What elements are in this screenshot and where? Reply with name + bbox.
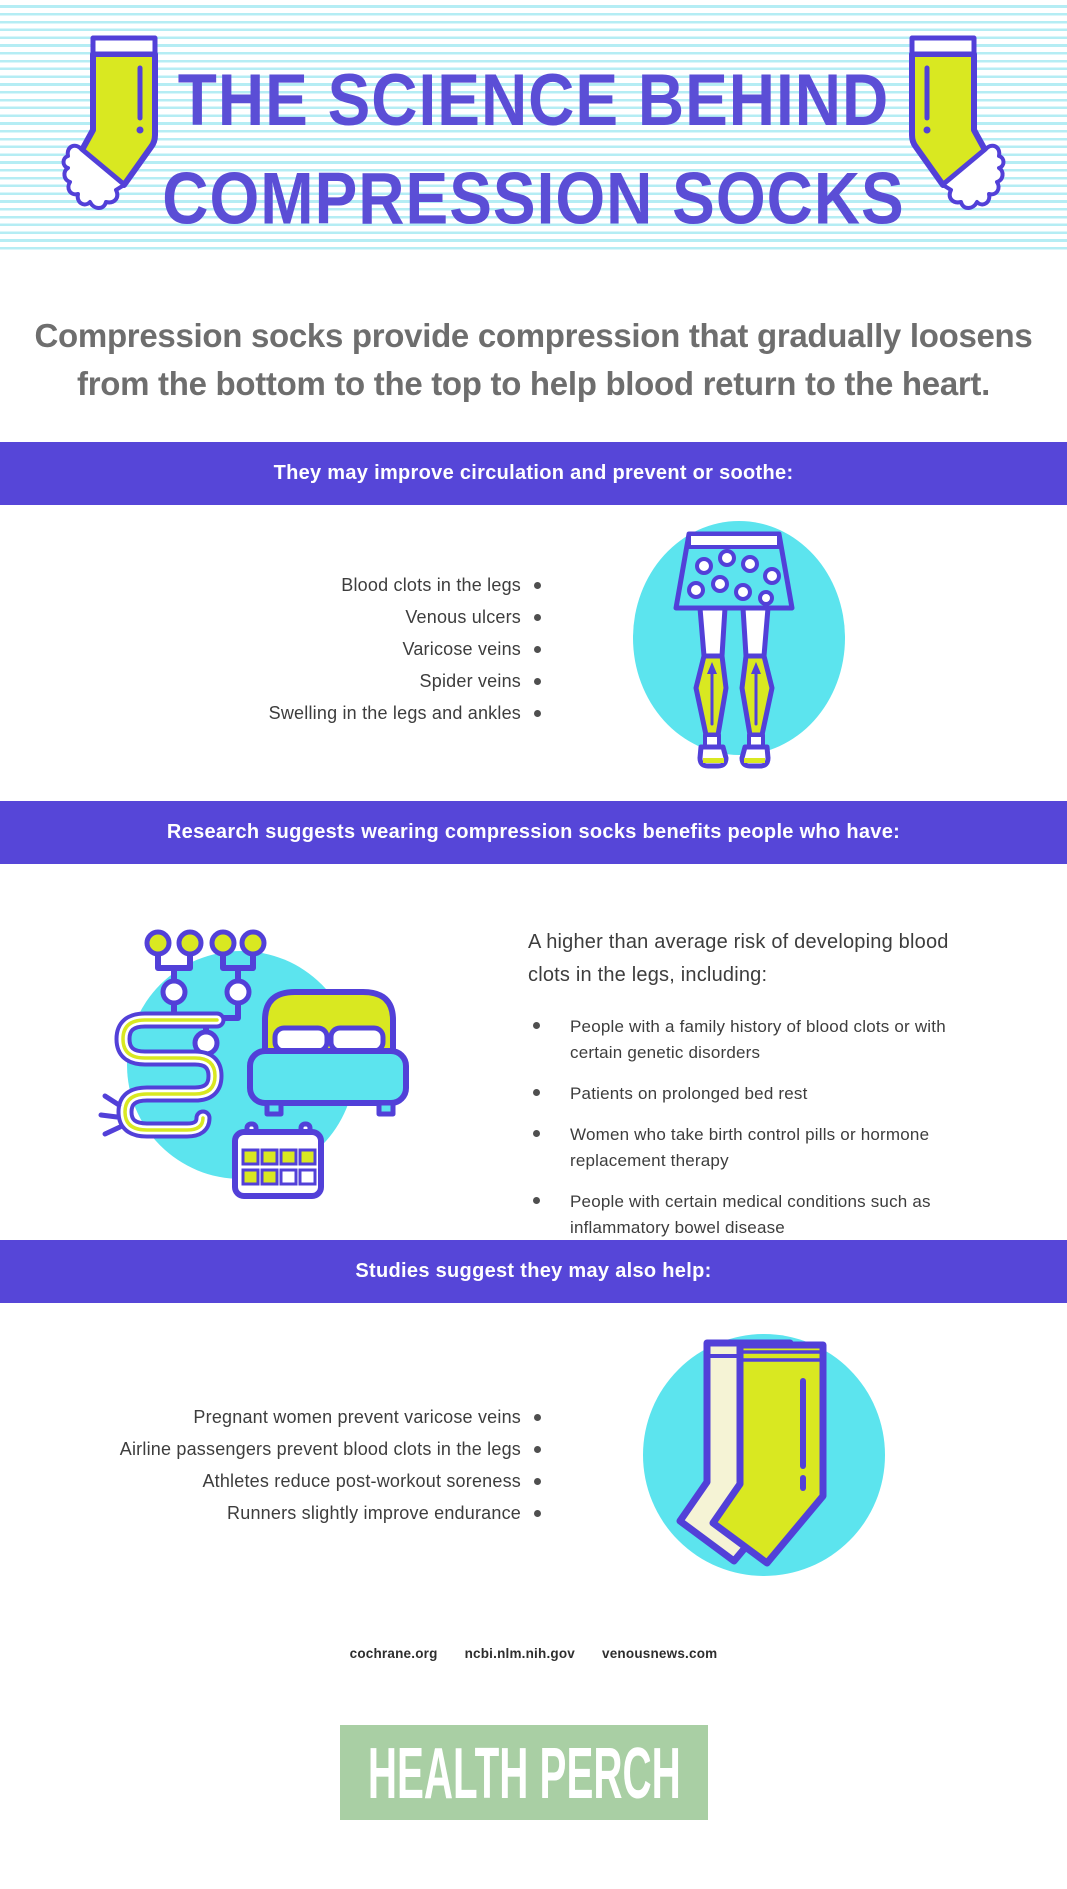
bullet-dot bbox=[534, 678, 541, 685]
section-banner-studies bbox=[0, 1240, 1067, 1303]
bullet-dot bbox=[534, 614, 541, 621]
list-item-label: Swelling in the legs and ankles bbox=[268, 702, 521, 723]
list-item bbox=[0, 697, 541, 729]
research-lead: A higher than average risk of developing blood clots in the legs, including: bbox=[528, 931, 949, 986]
source-label: cochrane.org bbox=[349, 1646, 438, 1661]
shorts-icon bbox=[676, 534, 792, 608]
list-item-label: Spider veins bbox=[419, 670, 521, 691]
list-item-label: Venous ulcers bbox=[405, 606, 521, 627]
bullet-dot bbox=[534, 710, 541, 717]
left-leg-icon bbox=[696, 608, 726, 766]
list-item-label: Airline passengers prevent blood clots in the legs bbox=[119, 1438, 521, 1459]
bullet-dot bbox=[534, 1446, 541, 1453]
list-item-label: Blood clots in the legs bbox=[341, 574, 521, 595]
soothe-list bbox=[0, 569, 541, 729]
list-item bbox=[0, 1465, 541, 1497]
bullet-dot bbox=[534, 1478, 541, 1485]
list-item bbox=[528, 1081, 988, 1107]
bullet-dot bbox=[534, 646, 541, 653]
bullet-dot bbox=[534, 1414, 541, 1421]
research-list bbox=[528, 1014, 988, 1241]
list-item bbox=[0, 601, 541, 633]
source-label: ncbi.nlm.nih.gov bbox=[464, 1646, 576, 1661]
calendar-icon bbox=[235, 1124, 321, 1196]
list-item-label: Athletes reduce post-workout soreness bbox=[202, 1470, 521, 1491]
list-item bbox=[528, 1014, 988, 1066]
logo-text: HEALTH PERCH bbox=[367, 1731, 681, 1814]
right-leg-icon bbox=[742, 608, 772, 766]
list-item bbox=[0, 633, 541, 665]
bullet-dot bbox=[534, 1510, 541, 1517]
title-line-1: THE SCIENCE BEHIND bbox=[177, 58, 890, 141]
section-banner-research bbox=[0, 801, 1067, 864]
bullet-dot bbox=[533, 1130, 540, 1137]
list-item-label: Women who take birth control pills or hormone replacement therapy bbox=[570, 1125, 930, 1170]
bullet-dot bbox=[533, 1089, 540, 1096]
list-item bbox=[0, 1497, 541, 1529]
intro-line-2: from the bottom to the top to help blood return to the heart. bbox=[77, 365, 990, 402]
banner-text: Research suggests wearing compression socks benefits people who have: bbox=[166, 821, 901, 843]
socks-pair-illustration bbox=[643, 1336, 883, 1581]
banner-text: Studies suggest they may also help: bbox=[355, 1260, 712, 1282]
intro-statement bbox=[0, 312, 1067, 408]
bullet-dot bbox=[534, 582, 541, 589]
family-history-bed-rest-illustration bbox=[95, 900, 425, 1240]
list-item-label: People with a family history of blood clots or with certain genetic disorders bbox=[570, 1017, 946, 1062]
title-line-2: COMPRESSION SOCKS bbox=[162, 156, 905, 240]
intro-line-1: Compression socks provide compression that gradually loosens bbox=[34, 317, 1033, 354]
section-banner-soothe bbox=[0, 442, 1067, 505]
sock-icon bbox=[907, 30, 1007, 230]
list-item bbox=[0, 569, 541, 601]
studies-list bbox=[0, 1401, 541, 1529]
list-item-label: Varicose veins bbox=[402, 638, 521, 659]
health-perch-logo bbox=[340, 1725, 708, 1820]
list-item-label: Runners slightly improve endurance bbox=[227, 1502, 521, 1523]
header-striped-banner bbox=[0, 0, 1067, 253]
list-item-label: People with certain medical conditions such as inflammatory bowel disease bbox=[570, 1192, 931, 1237]
list-item-label: Patients on prolonged bed rest bbox=[570, 1084, 808, 1103]
list-item bbox=[528, 1189, 988, 1241]
list-item bbox=[0, 1401, 541, 1433]
bed-icon bbox=[250, 992, 406, 1114]
family-tree-icon bbox=[147, 932, 264, 1054]
list-item bbox=[0, 1433, 541, 1465]
research-text-column bbox=[528, 926, 988, 1256]
bullet-dot bbox=[533, 1022, 540, 1029]
bullet-dot bbox=[533, 1197, 540, 1204]
list-item bbox=[528, 1122, 988, 1174]
source-label: venousnews.com bbox=[602, 1646, 718, 1661]
list-item bbox=[0, 665, 541, 697]
banner-text: They may improve circulation and prevent or soothe: bbox=[273, 462, 794, 484]
legs-compression-socks-illustration bbox=[668, 528, 800, 778]
sources-row bbox=[0, 1646, 1067, 1661]
list-item-label: Pregnant women prevent varicose veins bbox=[193, 1406, 521, 1427]
